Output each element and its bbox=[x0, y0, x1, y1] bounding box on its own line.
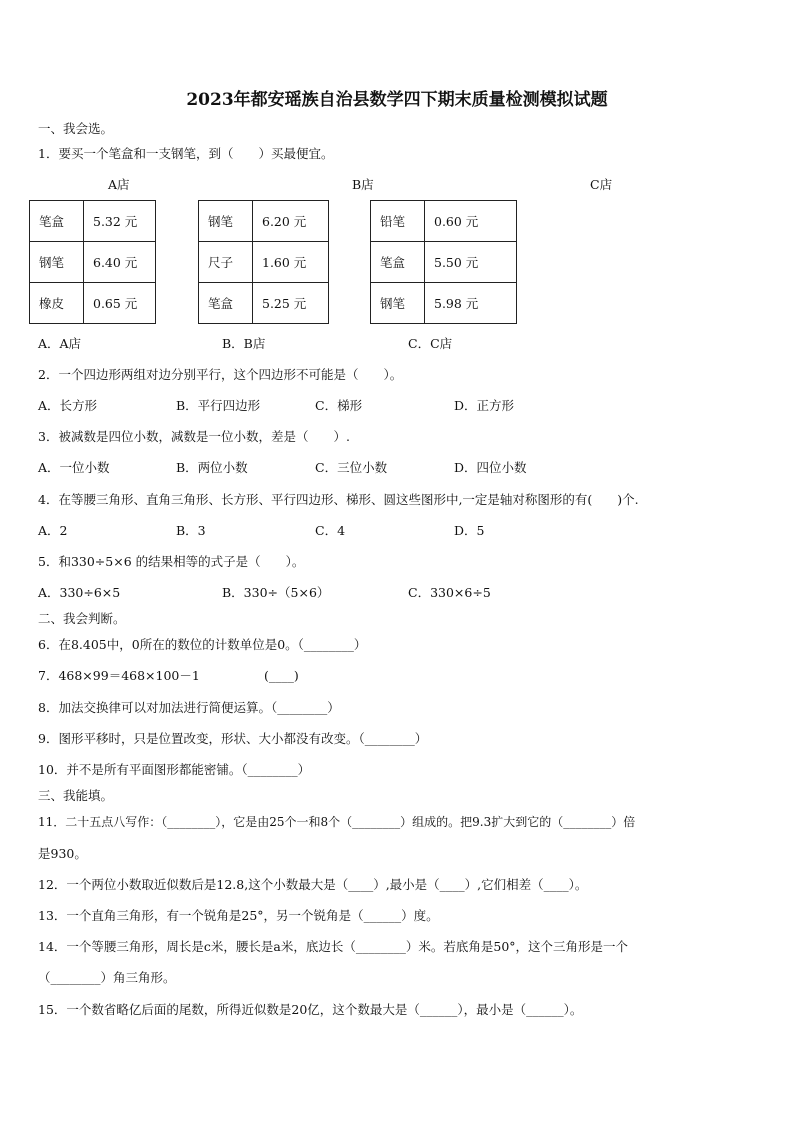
item-name: 笔盒 bbox=[199, 283, 253, 324]
item-price: 0.60 元 bbox=[425, 201, 517, 242]
option: A．一位小数 bbox=[38, 460, 110, 475]
item-name: 钢笔 bbox=[199, 201, 253, 242]
store-label: B店 bbox=[352, 177, 374, 192]
option: C．330×6÷5 bbox=[408, 585, 491, 600]
section-heading: 二、我会判断。 bbox=[38, 611, 126, 626]
item-name: 钢笔 bbox=[30, 242, 84, 283]
question-4: 4．在等腰三角形、直角三角形、长方形、平行四边形、梯形、圆这些图形中,一定是轴对称图形的有( )个. bbox=[38, 492, 639, 507]
question-15: 15．一个数省略亿后面的尾数，所得近似数是20亿，这个数最大是（______），最小是（______）。 bbox=[38, 1002, 583, 1017]
item-price: 5.50 元 bbox=[425, 242, 517, 283]
section-heading: 一、我会选。 bbox=[38, 121, 114, 136]
table-row bbox=[371, 201, 517, 242]
question-3: 3．被减数是四位小数，减数是一位小数，差是（ ）. bbox=[38, 429, 350, 444]
question-9: 9．图形平移时，只是位置改变，形状、大小都没有改变。（________） bbox=[38, 731, 428, 746]
option: A．330÷6×5 bbox=[38, 585, 121, 600]
option: B．平行四边形 bbox=[176, 398, 261, 413]
item-name: 笔盒 bbox=[371, 242, 425, 283]
question-8: 8．加法交换律可以对加法进行简便运算。（________） bbox=[38, 700, 340, 715]
item-price: 5.25 元 bbox=[253, 283, 329, 324]
question-6: 6．在8.405中，0所在的数位的计数单位是0。（________） bbox=[38, 637, 367, 652]
table-row bbox=[371, 283, 517, 324]
question-7: 7．468×99＝468×100－1 bbox=[38, 668, 200, 683]
item-name: 笔盒 bbox=[30, 201, 84, 242]
option: B．B店 bbox=[222, 336, 266, 351]
option: B．330÷（5×6） bbox=[222, 585, 330, 600]
item-price: 0.65 元 bbox=[84, 283, 156, 324]
option: C．C店 bbox=[408, 336, 453, 351]
page-title: 2023年都安瑶族自治县数学四下期末质量检测模拟试题 bbox=[186, 90, 608, 110]
question-12: 12．一个两位小数取近似数后是12.8,这个小数最大是（____）,最小是（____）,它们相差（____）。 bbox=[38, 877, 588, 892]
option: A．A店 bbox=[38, 336, 82, 351]
table-row bbox=[199, 201, 329, 242]
question-14: 14．一个等腰三角形，周长是c米，腰长是a米，底边长（________）米。若底角是50°，这个三角形是一个 bbox=[38, 939, 629, 954]
option: B．3 bbox=[176, 523, 206, 538]
option: D．四位小数 bbox=[454, 460, 527, 475]
option: D．正方形 bbox=[454, 398, 515, 413]
item-price: 5.98 元 bbox=[425, 283, 517, 324]
question-1: 1．要买一个笔盒和一支钢笔，到（ ）买最便宜。 bbox=[38, 146, 334, 161]
option: C．梯形 bbox=[315, 398, 363, 413]
question-2: 2．一个四边形两组对边分别平行，这个四边形不可能是（ ）。 bbox=[38, 367, 403, 382]
item-price: 6.20 元 bbox=[253, 201, 329, 242]
store-label: A店 bbox=[108, 177, 130, 192]
option: C．三位小数 bbox=[315, 460, 388, 475]
item-name: 尺子 bbox=[199, 242, 253, 283]
option: A．长方形 bbox=[38, 398, 98, 413]
question-10: 10．并不是所有平面图形都能密铺。（________） bbox=[38, 762, 311, 777]
question-13: 13．一个直角三角形，有一个锐角是25°，另一个锐角是（______）度。 bbox=[38, 908, 439, 923]
item-price: 1.60 元 bbox=[253, 242, 329, 283]
question-11-cont: 是930。 bbox=[38, 846, 87, 861]
store-label: C店 bbox=[590, 177, 613, 192]
item-name: 钢笔 bbox=[371, 283, 425, 324]
table-row bbox=[371, 242, 517, 283]
table-row bbox=[30, 283, 156, 324]
table-row bbox=[30, 242, 156, 283]
item-name: 橡皮 bbox=[30, 283, 84, 324]
item-price: 5.32 元 bbox=[84, 201, 156, 242]
option: B．两位小数 bbox=[176, 460, 248, 475]
section-heading: 三、我能填。 bbox=[38, 788, 114, 803]
price-table bbox=[29, 200, 156, 324]
question-11: 11．二十五点八写作：（________），它是由25个一和8个（________）组成的。把9.3扩大到它的（________）倍 bbox=[38, 815, 636, 829]
option: C．4 bbox=[315, 523, 346, 538]
question-5: 5．和330÷5×6 的结果相等的式子是（ ）。 bbox=[38, 554, 305, 569]
question-14-cont: （________）角三角形。 bbox=[38, 970, 176, 985]
price-table bbox=[198, 200, 329, 324]
item-price: 6.40 元 bbox=[84, 242, 156, 283]
table-row bbox=[199, 242, 329, 283]
table-row bbox=[199, 283, 329, 324]
item-name: 铅笔 bbox=[371, 201, 425, 242]
option: A．2 bbox=[38, 523, 68, 538]
option: D．5 bbox=[454, 523, 485, 538]
table-row bbox=[30, 201, 156, 242]
price-table bbox=[370, 200, 517, 324]
answer-blank: (____) bbox=[264, 668, 299, 683]
